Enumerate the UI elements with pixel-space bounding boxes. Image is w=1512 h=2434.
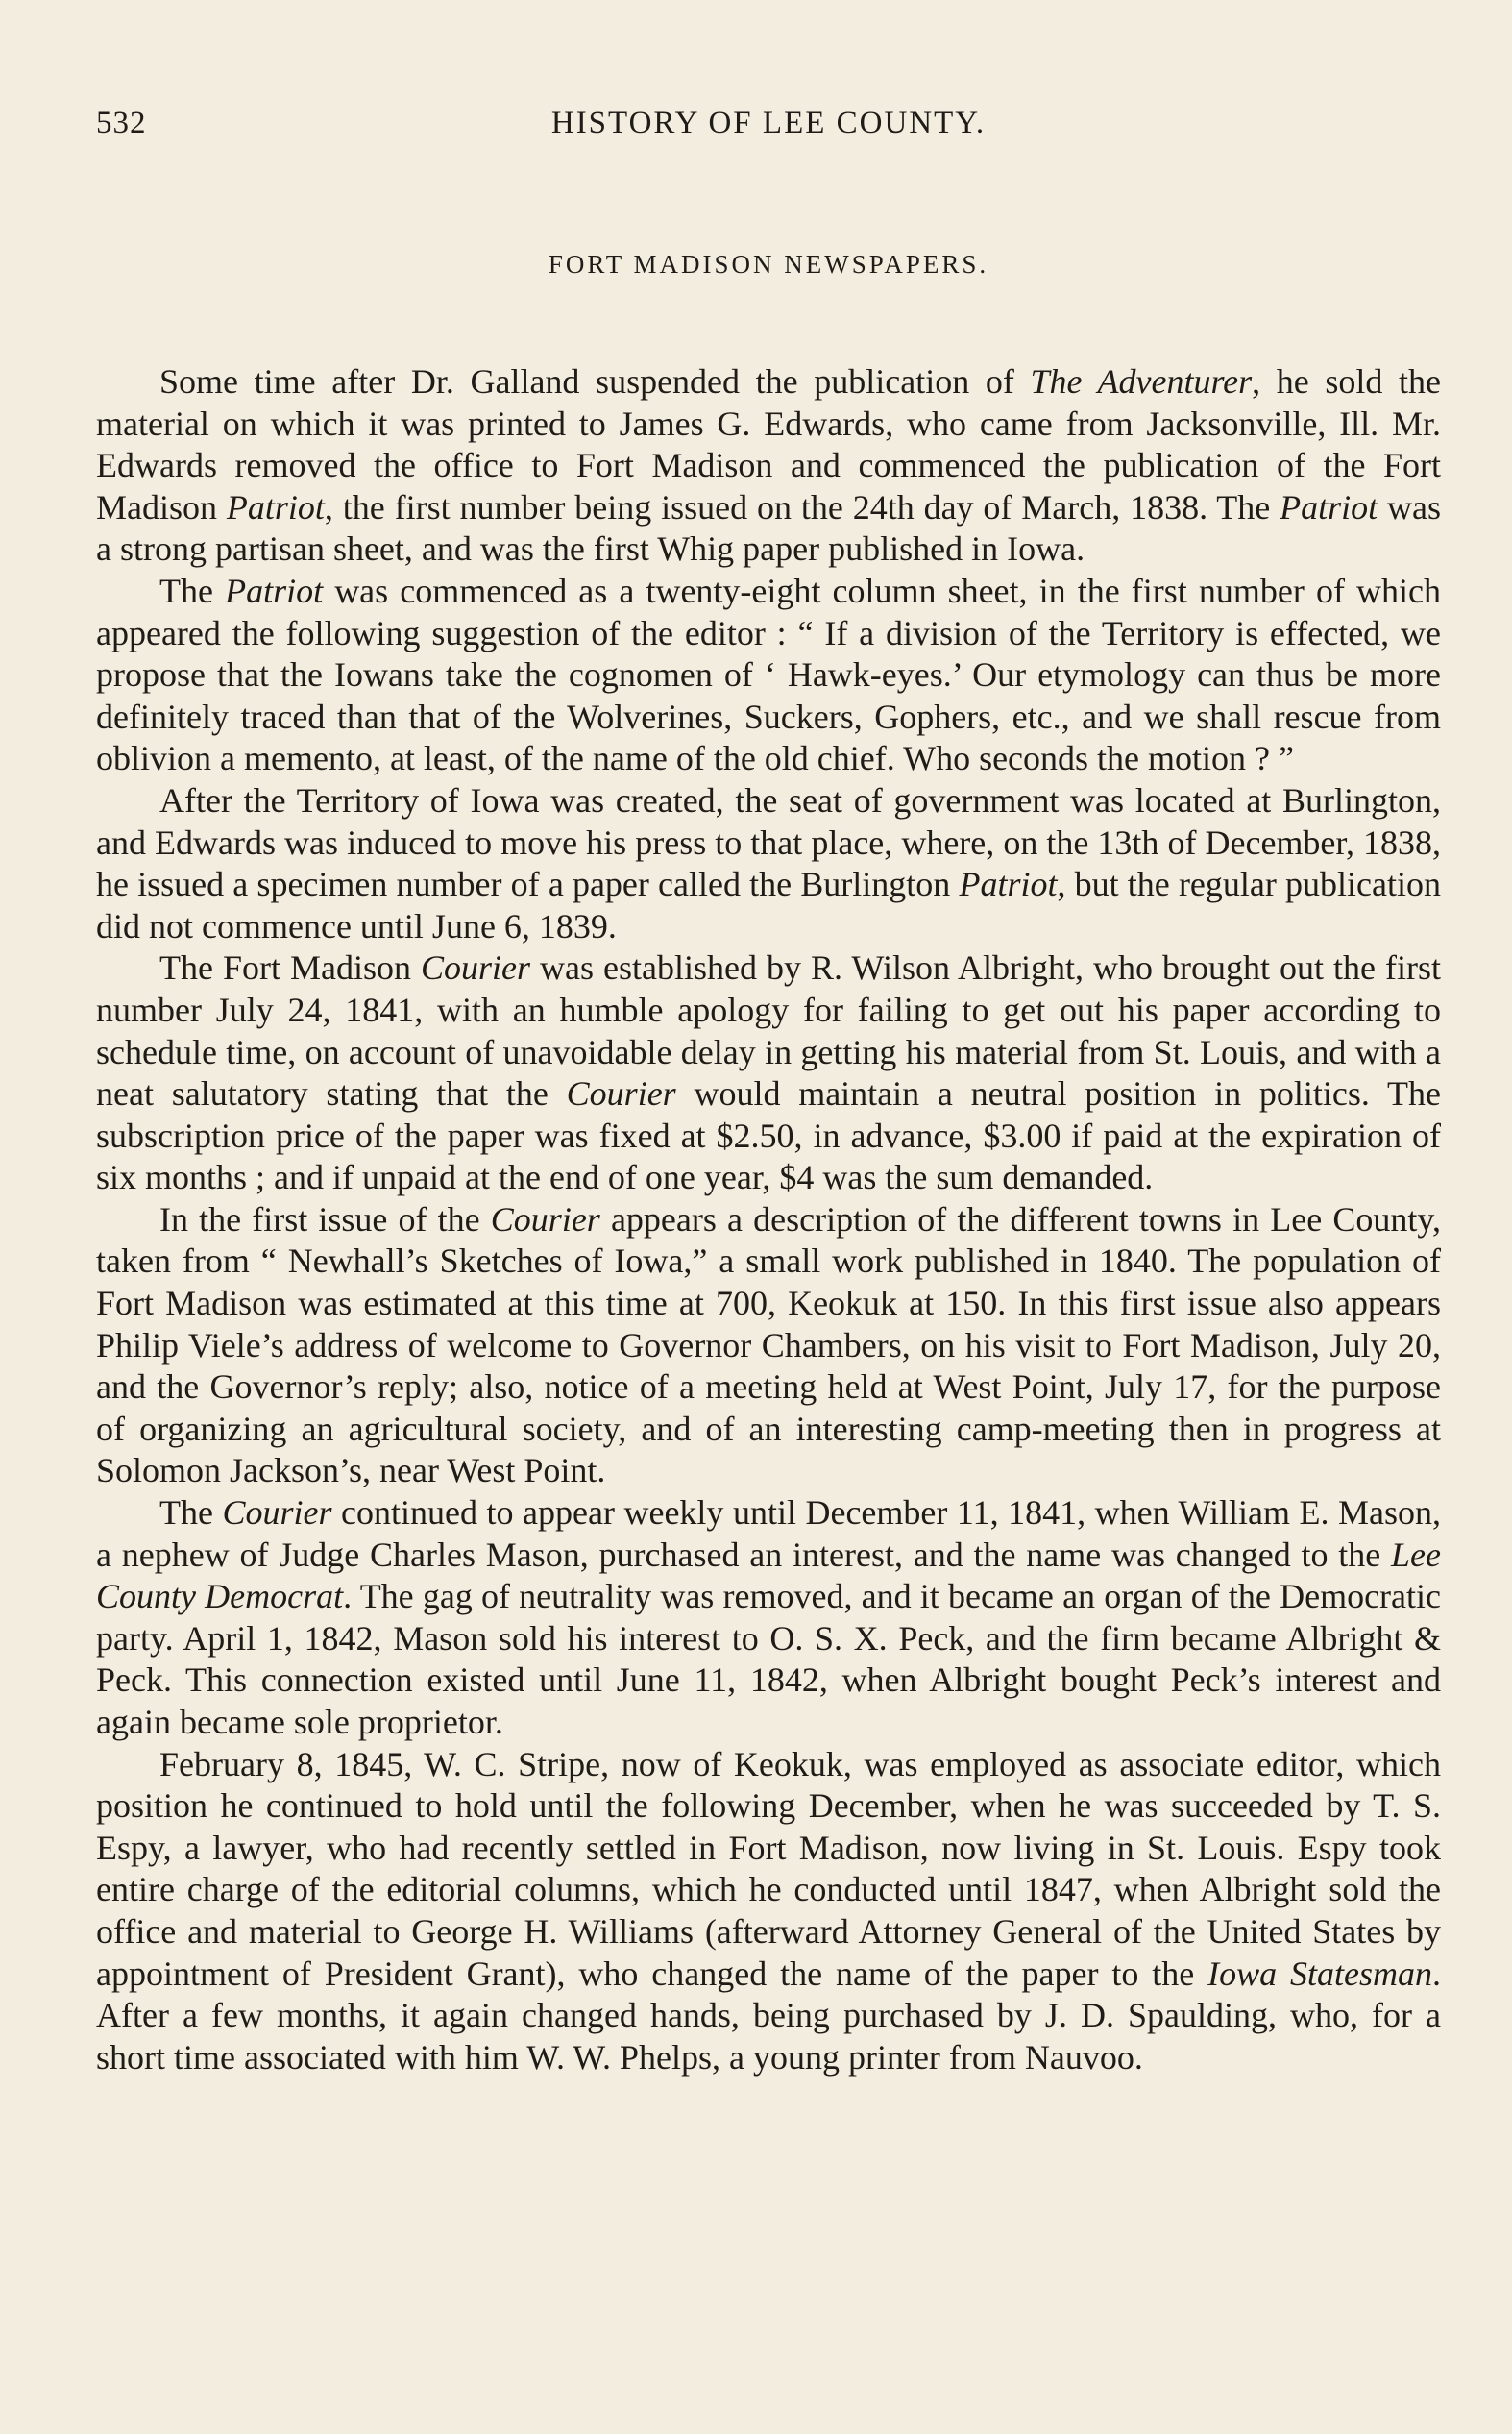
- paragraph: [96, 947, 1441, 1199]
- running-head: [96, 96, 1441, 154]
- text-run: appears a description of the different towns in Lee County, taken from “ Newhall’s Sketches of Iowa,” a small work published in 1840. The population of Fort Madison was estimated at this time at 700, Keokuk at 150. In this first issue also appears Philip Viele’s address of welcome to Governor Chambers, on his visit to Fort Madison, July 20, and the Governor’s reply; also, notice of a meeting held at West Point, July 17, for the purpose of organizing an agricultural society, and of an interesting camp-meeting then in progress at Solomon Jackson’s, near West Point.: [96, 1199, 1441, 1490]
- text-run: . After a few months, it again changed hands, being purchased by J. D. Spaulding, who, for a short time associated with him W. W. Phelps, a young printer from Nauvoo.: [96, 1954, 1441, 2077]
- italic-title: Courier: [490, 1199, 600, 1239]
- running-title: HISTORY OF LEE COUNTY.: [550, 106, 987, 140]
- italic-title: Courier: [222, 1493, 332, 1533]
- text-run: The: [159, 1493, 223, 1533]
- text-run: , but the regular publication did not commence until June 6, 1839.: [96, 865, 1442, 946]
- text-run: was a strong partisan sheet, and was the first Whig paper published in Iowa.: [96, 487, 1441, 569]
- text-run: The Fort Madison: [159, 948, 422, 988]
- text-run: was established by R. Wilson Albright, who brought out the first number July 24, 1841, with an humble apology for failing to get out his paper according to schedule time, on account of unavoidable delay in getting his material from St. Louis, and with a neat salutatory stating that the: [96, 948, 1442, 1114]
- italic-title: Patriot: [959, 865, 1058, 904]
- text-run: After the Territory of Iowa was created, the seat of government was located at Burlington, and Edwards was induced to move his press to that place, where, on the 13th of December, 1838, he issued a specimen number of a paper called the Burlington: [96, 780, 1441, 904]
- book-page: [96, 96, 1442, 2077]
- page-number: 532: [96, 106, 147, 140]
- paragraph: [96, 571, 1441, 780]
- italic-title: Courier: [566, 1074, 676, 1114]
- text-run: February 8, 1845, W. C. Stripe, now of Keokuk, was employed as associate editor, which position he continued to hold until the following December, when he was succeeded by T. S. Espy, a lawyer, who had recently settled in Fort Madison, now living in St. Louis. Espy took entire charge of the editorial columns, which he conducted until 1847, when Albright sold the office and material to George H. Williams (afterward Attorney General of the United States by appointment of President Grant), who changed the name of the paper to the: [96, 1744, 1441, 1993]
- text-run: Some time after Dr. Galland suspended the publication of: [159, 362, 1031, 401]
- paragraph: [96, 361, 1441, 571]
- text-run: . The gag of neutrality was removed, and it became an organ of the Democratic party. April 1, 1842, Mason sold his interest to O. S. X. Peck, and the firm became Albright & Peck. This connection existed until June 11, 1842, when Albright bought Peck’s interest and again became sole proprietor.: [96, 1577, 1441, 1741]
- body-text: [96, 361, 1441, 2078]
- text-run: In the first issue of the: [159, 1199, 491, 1239]
- italic-title: The Adventurer: [1030, 362, 1253, 401]
- paragraph: [96, 1199, 1441, 1492]
- italic-title: Iowa Statesman: [1207, 1954, 1432, 1993]
- text-run: , he sold the material on which it was printed to James G. Edwards, who came from Jacksonville, Ill. Mr. Edwards removed the office to Fort Madison and commenced the publication of the Fort Madison: [96, 362, 1441, 527]
- paragraph: [96, 780, 1441, 947]
- section-heading: FORT MADISON NEWSPAPERS.: [548, 250, 989, 279]
- italic-title: Patriot: [1280, 487, 1378, 527]
- italic-title: Courier: [421, 948, 531, 988]
- paragraph: [96, 1744, 1441, 2079]
- text-run: , the first number being issued on the 24th day of March, 1838. The: [324, 487, 1280, 527]
- text-run: would maintain a neutral position in politics. The subscription price of the paper was fixed at $2.50, in advance, $3.00 if paid at the expiration of six months ; and if unpaid at the end of one year, $4 was the sum demanded.: [96, 1074, 1441, 1197]
- italic-title: Lee County Democrat: [96, 1535, 1441, 1616]
- text-run: continued to appear weekly until December 11, 1841, when William E. Mason, a nephew of Judge Charles Mason, purchased an interest, and the name was changed to the: [96, 1493, 1442, 1574]
- italic-title: Patriot: [226, 487, 325, 527]
- paragraph: [96, 1492, 1441, 1744]
- text-run: was commenced as a twenty-eight column sheet, in the first number of which appeared the following suggestion of the editor : “ If a division of the Territory is effected, we propose that the Iowans take the cognomen of ‘ Hawk-eyes.’ Our etymology can thus be more definitely traced than that of the Wolverines, Suckers, Gophers, etc., and we shall rescue from oblivion a memento, at least, of the name of the old chief. Who seconds the motion ? ”: [96, 571, 1442, 778]
- text-run: The: [159, 571, 226, 610]
- italic-title: Patriot: [225, 571, 324, 610]
